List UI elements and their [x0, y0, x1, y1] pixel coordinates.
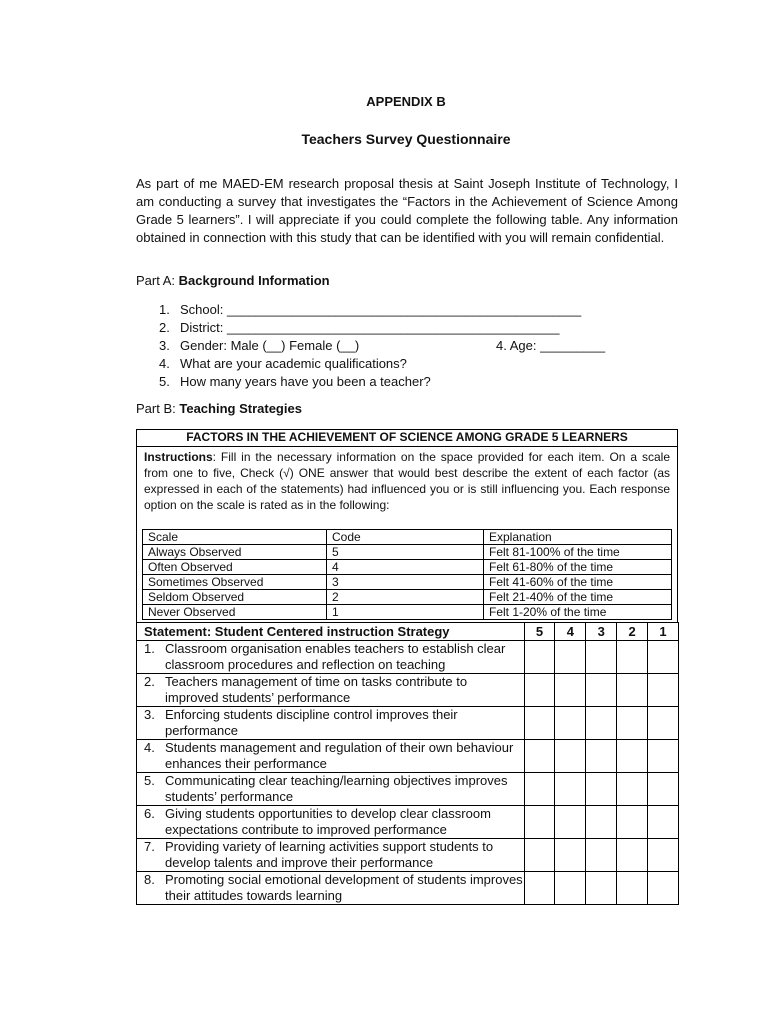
years-teaching-question: How many years have you been a teacher?	[180, 374, 431, 389]
code-cell: 5	[327, 545, 484, 560]
table-row	[137, 641, 679, 674]
list-item	[159, 301, 679, 319]
school-field[interactable]: School: _________________________________________________	[180, 302, 582, 317]
code-cell: 2	[327, 590, 484, 605]
list-item	[159, 319, 679, 337]
rating-box-3[interactable]	[586, 707, 617, 740]
part-a-heading	[136, 273, 330, 288]
intro-paragraph: As part of me MAED-EM research proposal thesis at Saint Joseph Institute of Technology, I am conducting a survey that investigates the “Factors in the Achievement of Science Among Grade 5 learners”. I will appreciate if you could complete the following table. Any information obtained in connection with this study that can be identified with you will remain confidential.	[136, 176, 678, 245]
rating-box-5[interactable]	[524, 872, 555, 905]
statement-number: 1.	[144, 641, 155, 656]
statements-table	[136, 622, 679, 905]
rating-box-1[interactable]	[648, 641, 679, 674]
statement-number: 2.	[144, 674, 155, 689]
item-number: 1.	[159, 302, 170, 317]
code-cell: 4	[327, 560, 484, 575]
explanation-cell: Felt 21-40% of the time	[484, 590, 672, 605]
table-row	[143, 590, 672, 605]
rating-box-5[interactable]	[524, 641, 555, 674]
rating-box-4[interactable]	[555, 806, 586, 839]
table-row	[137, 773, 679, 806]
rating-box-3[interactable]	[586, 872, 617, 905]
rating-box-2[interactable]	[617, 773, 648, 806]
explanation-cell: Felt 81-100% of the time	[484, 545, 672, 560]
statement-number: 4.	[144, 740, 155, 755]
statement-number: 6.	[144, 806, 155, 821]
rating-box-2[interactable]	[617, 674, 648, 707]
rating-box-4[interactable]	[555, 674, 586, 707]
code-header: Code	[327, 530, 484, 545]
rating-header-2: 2	[617, 623, 648, 641]
statement-number: 7.	[144, 839, 155, 854]
instructions-text	[137, 447, 677, 529]
district-field[interactable]: District: ______________________________________________	[180, 320, 560, 335]
explanation-cell: Felt 41-60% of the time	[484, 575, 672, 590]
instructions-label: Instructions	[144, 450, 213, 464]
page-title: Teachers Survey Questionnaire	[301, 131, 511, 147]
statement-cell	[137, 839, 525, 872]
background-list	[159, 301, 679, 391]
rating-box-4[interactable]	[555, 839, 586, 872]
rating-box-4[interactable]	[555, 641, 586, 674]
statement-text: Giving students opportunities to develop clear classroom expectations contribute to improved performance	[165, 806, 491, 837]
table-row	[137, 806, 679, 839]
rating-box-3[interactable]	[586, 773, 617, 806]
rating-header-3: 3	[586, 623, 617, 641]
part-b-prefix: Part B:	[136, 401, 180, 416]
rating-box-2[interactable]	[617, 641, 648, 674]
scale-header: Scale	[143, 530, 327, 545]
part-a-title: Background Information	[178, 273, 330, 288]
list-item	[159, 373, 679, 391]
table-row	[137, 839, 679, 872]
statement-cell	[137, 674, 525, 707]
rating-header-5: 5	[524, 623, 555, 641]
rating-box-1[interactable]	[648, 773, 679, 806]
table-row	[143, 545, 672, 560]
statement-header: Statement: Student Centered instruction Strategy	[137, 623, 525, 641]
rating-box-3[interactable]	[586, 674, 617, 707]
explanation-header: Explanation	[484, 530, 672, 545]
statement-text: Communicating clear teaching/learning objectives improves students’ performance	[165, 773, 508, 804]
statement-text: Teachers management of time on tasks contribute to improved students’ performance	[165, 674, 468, 705]
statement-number: 3.	[144, 707, 155, 722]
item-number: 3.	[159, 338, 170, 353]
table-row	[143, 575, 672, 590]
part-b-heading	[136, 401, 302, 416]
statement-text: Promoting social emotional development of students improves their attitudes towards learning	[165, 872, 523, 903]
statement-cell	[137, 740, 525, 773]
age-field[interactable]: 4. Age: _________	[496, 338, 606, 353]
explanation-cell: Felt 61-80% of the time	[484, 560, 672, 575]
statement-cell	[137, 641, 525, 674]
factors-box	[136, 429, 678, 623]
list-item	[159, 337, 679, 355]
scale-cell: Never Observed	[143, 605, 327, 620]
statement-text: Enforcing students discipline control improves their performance	[165, 707, 458, 738]
statement-number: 8.	[144, 872, 155, 887]
statement-cell	[137, 806, 525, 839]
rating-box-1[interactable]	[648, 740, 679, 773]
rating-box-2[interactable]	[617, 806, 648, 839]
explanation-cell: Felt 1-20% of the time	[484, 605, 672, 620]
statement-cell	[137, 872, 525, 905]
rating-box-2[interactable]	[617, 740, 648, 773]
rating-header-4: 4	[555, 623, 586, 641]
rating-box-5[interactable]	[524, 740, 555, 773]
table-row	[137, 872, 679, 905]
rating-box-1[interactable]	[648, 674, 679, 707]
table-row	[137, 740, 679, 773]
rating-box-5[interactable]	[524, 707, 555, 740]
table-row	[143, 530, 672, 545]
rating-box-1[interactable]	[648, 872, 679, 905]
rating-box-1[interactable]	[648, 806, 679, 839]
code-cell: 3	[327, 575, 484, 590]
rating-box-2[interactable]	[617, 872, 648, 905]
part-a-prefix: Part A:	[136, 273, 179, 288]
rating-box-5[interactable]	[524, 773, 555, 806]
part-b-title: Teaching Strategies	[179, 401, 302, 416]
rating-box-4[interactable]	[555, 872, 586, 905]
rating-box-4[interactable]	[555, 740, 586, 773]
code-cell: 1	[327, 605, 484, 620]
rating-box-3[interactable]	[586, 740, 617, 773]
statement-cell	[137, 773, 525, 806]
table-row	[143, 560, 672, 575]
scale-cell: Sometimes Observed	[143, 575, 327, 590]
appendix-label: APPENDIX B	[366, 94, 446, 109]
table-header-row	[137, 623, 679, 641]
item-number: 5.	[159, 374, 170, 389]
item-number: 2.	[159, 320, 170, 335]
statement-text: Students management and regulation of their own behaviour enhances their performance	[165, 740, 514, 771]
rating-box-3[interactable]	[586, 641, 617, 674]
item-number: 4.	[159, 356, 170, 371]
rating-box-2[interactable]	[617, 707, 648, 740]
rating-box-4[interactable]	[555, 773, 586, 806]
table-row	[137, 707, 679, 740]
factors-heading: FACTORS IN THE ACHIEVEMENT OF SCIENCE AMONG GRADE 5 LEARNERS	[137, 430, 677, 447]
rating-box-3[interactable]	[586, 839, 617, 872]
rating-box-2[interactable]	[617, 839, 648, 872]
statement-number: 5.	[144, 773, 155, 788]
rating-box-4[interactable]	[555, 707, 586, 740]
qualifications-question: What are your academic qualifications?	[180, 356, 407, 371]
rating-header-1: 1	[648, 623, 679, 641]
scale-cell: Seldom Observed	[143, 590, 327, 605]
scale-table	[142, 529, 672, 620]
statement-text: Providing variety of learning activities support students to develop talents and improve their performance	[165, 839, 494, 870]
statement-cell	[137, 707, 525, 740]
rating-box-1[interactable]	[648, 839, 679, 872]
gender-field[interactable]: Gender: Male (__) Female (__)	[180, 338, 360, 353]
rating-box-3[interactable]	[586, 806, 617, 839]
list-item	[159, 355, 679, 373]
table-row	[137, 674, 679, 707]
instructions-body: : Fill in the necessary information on the space provided for each item. On a scale from one to five, Check (√) ONE answer that would best describe the extent of each factor (as expressed in each of the statements) had influenced you or is still influencing you. Each response option on the scale is rated as in the following:	[144, 450, 670, 512]
table-row	[143, 605, 672, 620]
rating-box-1[interactable]	[648, 707, 679, 740]
rating-box-5[interactable]	[524, 806, 555, 839]
rating-box-5[interactable]	[524, 839, 555, 872]
scale-cell: Always Observed	[143, 545, 327, 560]
rating-box-5[interactable]	[524, 674, 555, 707]
scale-cell: Often Observed	[143, 560, 327, 575]
statement-text: Classroom organisation enables teachers to establish clear classroom procedures and reflection on teaching	[165, 641, 506, 672]
